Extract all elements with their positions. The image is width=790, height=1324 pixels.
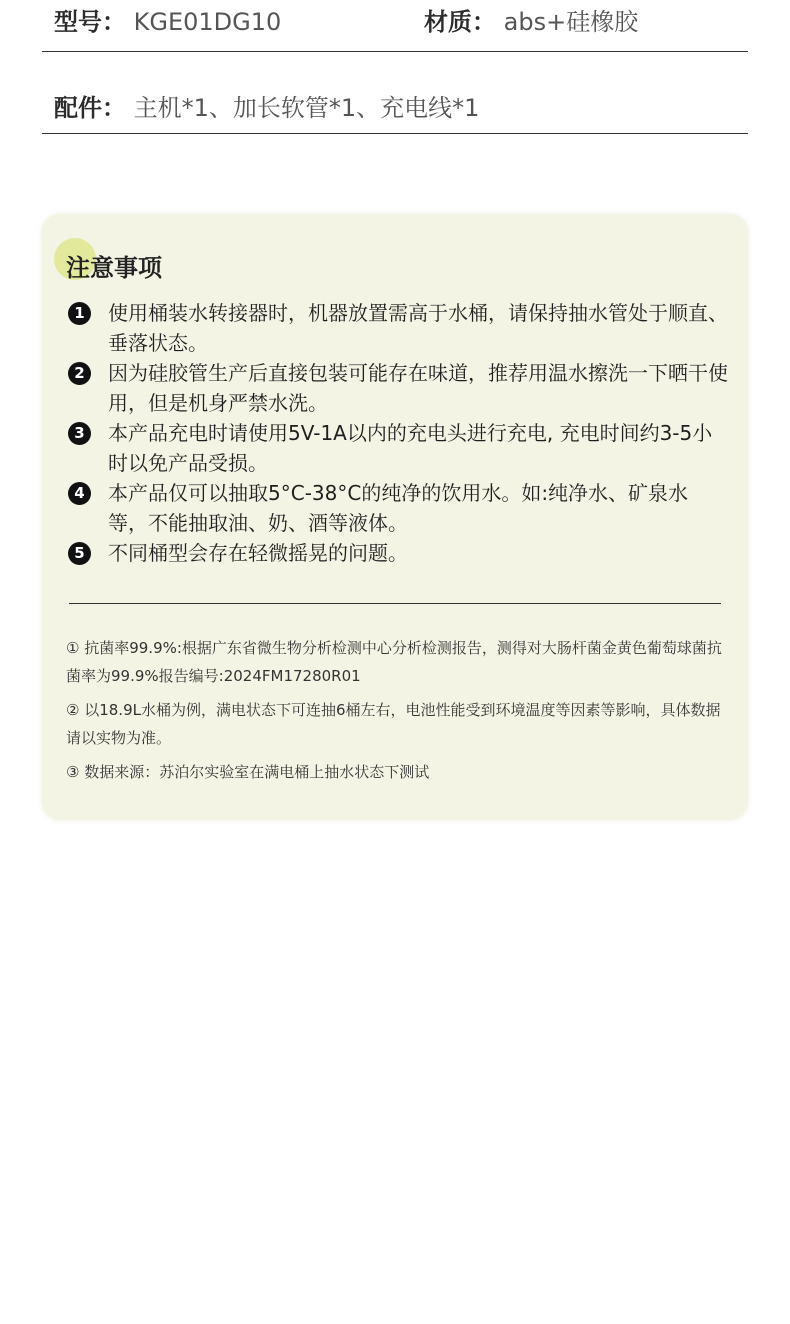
number-badge-icon: 4 [68,482,91,505]
notice-item [68,478,728,538]
notice-item [68,298,728,358]
notice-title: 注意事项 [66,254,162,282]
notice-card [42,214,748,820]
number-badge-icon: 3 [68,422,91,445]
notice-divider [69,603,721,604]
notice-list [68,298,728,568]
notice-item-text: 本产品仅可以抽取5°C-38°C的纯净的饮用水。如:纯净水、矿泉水等，不能抽取油、奶、酒等液体。 [108,481,689,535]
notice-item-text: 因为硅胶管生产后直接包装可能存在味道，推荐用温水擦洗一下晒干使用，但是机身严禁水洗。 [108,361,728,415]
spec-accessories-label: 配件： [54,94,126,122]
spec-model-value: KGE01DG10 [133,8,282,36]
footnote: ① 抗菌率99.9%:根据广东省微生物分析检测中心分析检测报告，测得对大肠杆菌金黄色葡萄球菌抗菌率为99.9%报告编号:2024FM17280R01 [66,639,722,685]
footnote: ② 以18.9L水桶为例，满电状态下可连抽6桶左右，电池性能受到环境温度等因素等影响，具体数据请以实物为准。 [66,701,721,747]
notice-item [68,358,728,418]
footnote: ③ 数据来源：苏泊尔实验室在满电桶上抽水状态下测试 [66,763,430,781]
spec-row-model-material [42,0,748,52]
spec-row-accessories [42,52,748,134]
spec-model [54,2,281,37]
spec-accessories [54,88,479,123]
footnotes [66,634,732,792]
number-badge-icon: 2 [68,362,91,385]
spec-material [424,2,638,37]
spec-material-label: 材质： [424,8,496,36]
notice-item-text: 本产品充电时请使用5V-1A以内的充电头进行充电, 充电时间约3-5小时以免产品受损。 [108,421,713,475]
spec-model-label: 型号： [54,8,126,36]
number-badge-icon: 5 [68,542,91,565]
notice-item [68,538,728,568]
notice-item-text: 不同桶型会存在轻微摇晃的问题。 [108,541,408,565]
notice-item [68,418,728,478]
spec-accessories-value: 主机*1、加长软管*1、充电线*1 [133,94,480,122]
number-badge-icon: 1 [68,302,91,325]
notice-item-text: 使用桶装水转接器时，机器放置需高于水桶，请保持抽水管处于顺直、垂落状态。 [108,301,728,355]
spec-material-value: abs+硅橡胶 [503,8,639,36]
